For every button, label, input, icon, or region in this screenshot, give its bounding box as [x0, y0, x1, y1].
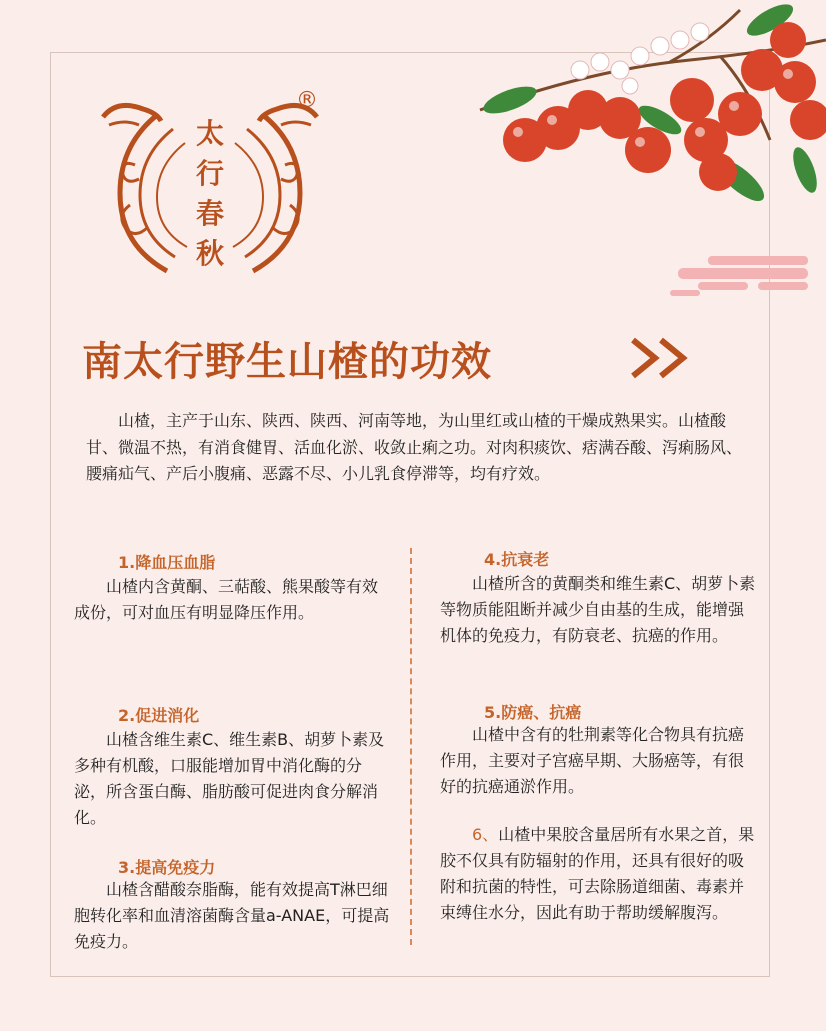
intro-paragraph: 山楂，主产于山东、陕西、陕西、河南等地，为山里红或山楂的干燥成熟果实。山楂酸甘、微温不热，有消食健胃、活血化淤、收敛止痢之功。对肉积痰饮、痞满吞酸、泻痢肠风、腰痛疝气、产后小腹痛、恶露不尽、小儿乳食停滞等，均有疗效。	[86, 411, 743, 483]
section-2-body: 山楂含维生素C、维生素B、胡萝卜素及多种有机酸，口服能增加胃中消化酶的分泌，所含蛋白酶、脂肪酸可促进肉食分解消化。	[74, 730, 385, 827]
section-3-title: 3.提高免疫力	[118, 858, 216, 877]
logo-char-3: 春	[195, 197, 225, 230]
section-2-title: 2.促进消化	[118, 706, 200, 725]
page-title: 南太行野生山楂的功效	[82, 338, 492, 385]
column-divider	[410, 548, 412, 945]
logo-char-1: 太	[195, 117, 225, 150]
logo-char-2: 行	[195, 157, 225, 190]
double-chevron-right-icon	[625, 336, 697, 380]
pink-dash-decoration	[668, 250, 818, 300]
section-5-title: 5.防癌、抗癌	[484, 703, 582, 722]
section-1-body: 山楂内含黄酮、三萜酸、熊果酸等有效成份，可对血压有明显降压作用。	[74, 577, 379, 622]
taihang-chunqiu-logo	[95, 85, 325, 280]
section-3-body: 山楂含醋酸奈脂酶，能有效提高T淋巴细胞转化率和血清溶菌酶含量a-ANAE，可提高免疫力。	[74, 880, 390, 951]
section-6-text: 山楂中果胶含量居所有水果之首，果胶不仅具有防辐射的作用，还具有很好的吸附和抗菌的特性，可去除肠道细菌、毒素并束缚住水分，因此有助于帮助缓解腹泻。	[440, 825, 755, 922]
section-1-title: 1.降血压血脂	[118, 553, 216, 572]
logo-char-4: 秋	[195, 237, 225, 270]
section-5-body: 山楂中含有的牡荆素等化合物具有抗癌作用，主要对子宫癌早期、大肠癌等，有很好的抗癌通淤作用。	[440, 725, 745, 796]
section-4-body: 山楂所含的黄酮类和维生素C、胡萝卜素等物质能阻断并减少自由基的生成，能增强机体的免疫力，有防衰老、抗癌的作用。	[440, 574, 756, 645]
section-6-body	[440, 822, 758, 926]
section-6-number: 6、	[472, 825, 499, 844]
hawthorn-branch-illustration	[470, 0, 826, 215]
registered-mark: ®	[296, 88, 318, 113]
section-4-title: 4.抗衰老	[484, 550, 550, 569]
